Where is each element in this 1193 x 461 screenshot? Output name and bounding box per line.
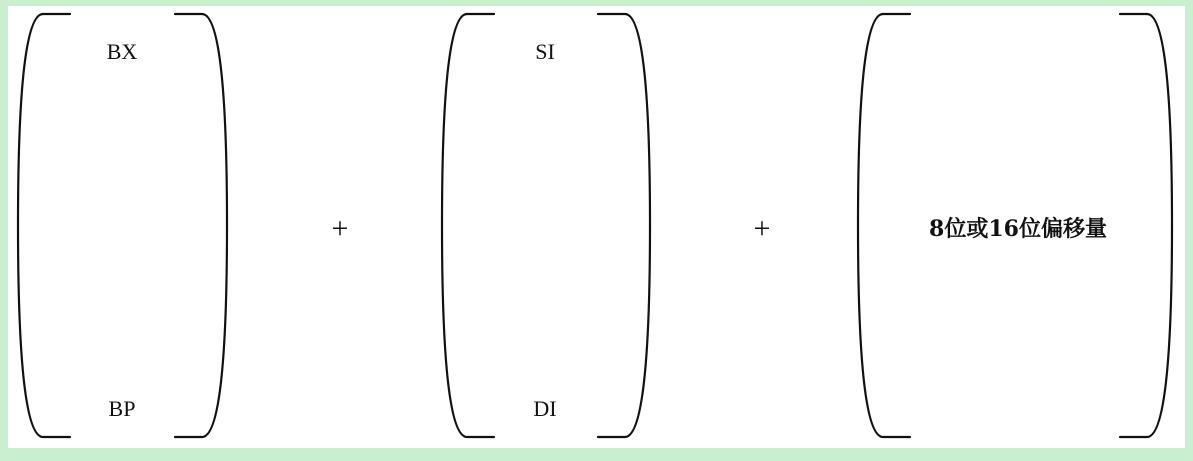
register-si-label: SI <box>535 39 555 64</box>
group1-left-paren <box>18 14 70 437</box>
group2-right-paren <box>598 14 650 437</box>
group1-right-paren <box>175 14 227 437</box>
register-bp-label: BP <box>108 396 136 421</box>
register-bx-label: BX <box>106 39 138 64</box>
group3-right-paren <box>1120 14 1172 437</box>
register-di-label: DI <box>533 396 557 421</box>
group3-left-paren <box>858 14 910 437</box>
plus-operator-2: + <box>753 212 771 245</box>
group2-left-paren <box>442 14 494 437</box>
offset-label: 8位或16位偏移量 <box>929 216 1107 242</box>
plus-operator-1: + <box>331 212 349 245</box>
